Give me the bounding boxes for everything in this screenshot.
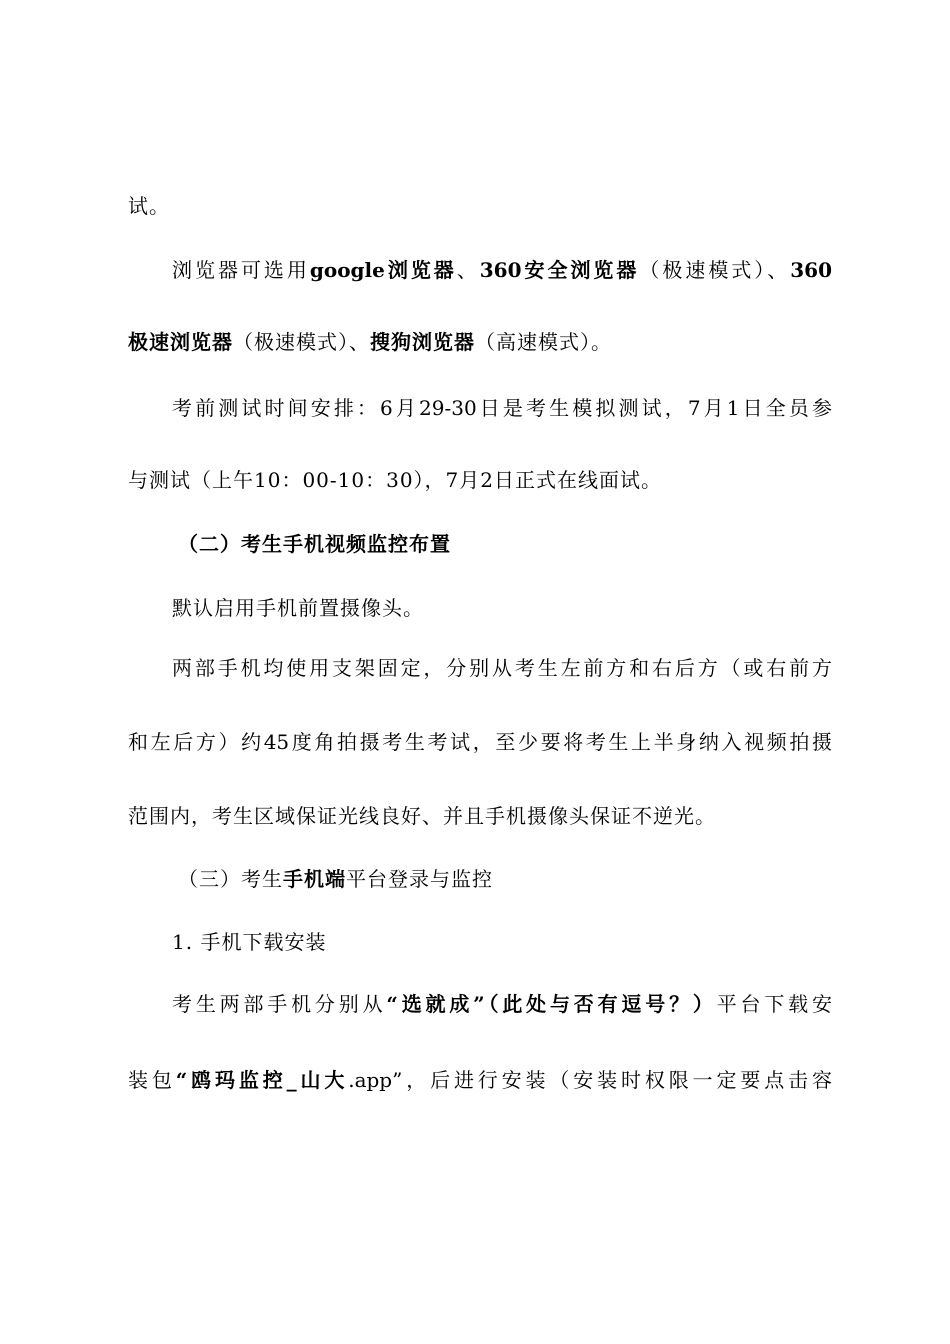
text-run: 考前测试时间安排：6月29-30日是考生模拟测试，7月1日全员参 [172,396,832,420]
section-heading-2 [178,529,882,559]
text-run-bold: 搜狗浏览器 [370,330,475,354]
text-run: 范围内，考生区域保证光线良好、并且手机摄像头保证不逆光。 [128,804,716,828]
paragraph-browser-line-1 [172,255,832,285]
paragraph-download-line-1 [172,989,832,1019]
text-run: .app”，后进行安装（安装时权限一定要点击容 [348,1068,832,1092]
paragraph-download-line-2 [128,1065,832,1095]
text-run-bold: “鸥玛监控_山大 [175,1068,349,1092]
heading-text-bold: 手机端 [283,867,346,891]
paragraph-schedule-line-1 [172,393,832,423]
text-run: 考生两部手机分别从 [172,992,387,1016]
text-run: 默认启用手机前置摄像头。 [172,596,424,620]
text-run: （极速模式）、 [233,330,370,354]
heading-text: （二）考生手机视频监控布置 [178,532,451,556]
text-run: 试。 [128,194,170,218]
text-run: 和左后方）约45度角拍摄考生考试，至少要将考生上半身纳入视频拍摄 [128,730,832,754]
section-heading-3 [178,864,882,894]
text-run-bold: “选就成”（此处与否有逗号？） [386,992,717,1016]
paragraph-schedule-line-2 [128,465,832,495]
text-run: （高速模式）。 [475,330,612,354]
heading-text: （三）考生 [178,867,283,891]
paragraph-camera [172,593,832,623]
text-run: 1. 手机下载安装 [172,930,327,954]
text-run-bold: 360安全浏览器 [479,258,640,282]
text-run-bold: 360 [790,258,833,282]
paragraph-phones-line-3 [128,801,832,831]
text-run: 两部手机均使用支架固定，分别从考生左前方和右后方（或右前方 [172,656,832,680]
text-run-bold: 极速浏览器 [128,330,233,354]
paragraph-browser-line-2 [128,327,832,357]
paragraph-phones-line-2 [128,727,832,757]
text-run: 装包 [128,1068,176,1092]
heading-text: 平台登录与监控 [346,867,493,891]
paragraph-line-1 [128,191,832,221]
text-run: 、 [456,258,480,282]
text-run-bold: google浏览器 [309,258,457,282]
subheading-download-install [172,927,832,957]
text-run: 平台下载安 [716,992,833,1016]
text-run: 浏览器可选用 [172,258,310,282]
text-run: 与测试（上午10：00-10：30），7月2日正式在线面试。 [128,468,663,492]
text-run: （极速模式）、 [639,258,791,282]
paragraph-phones-line-1 [172,653,832,683]
